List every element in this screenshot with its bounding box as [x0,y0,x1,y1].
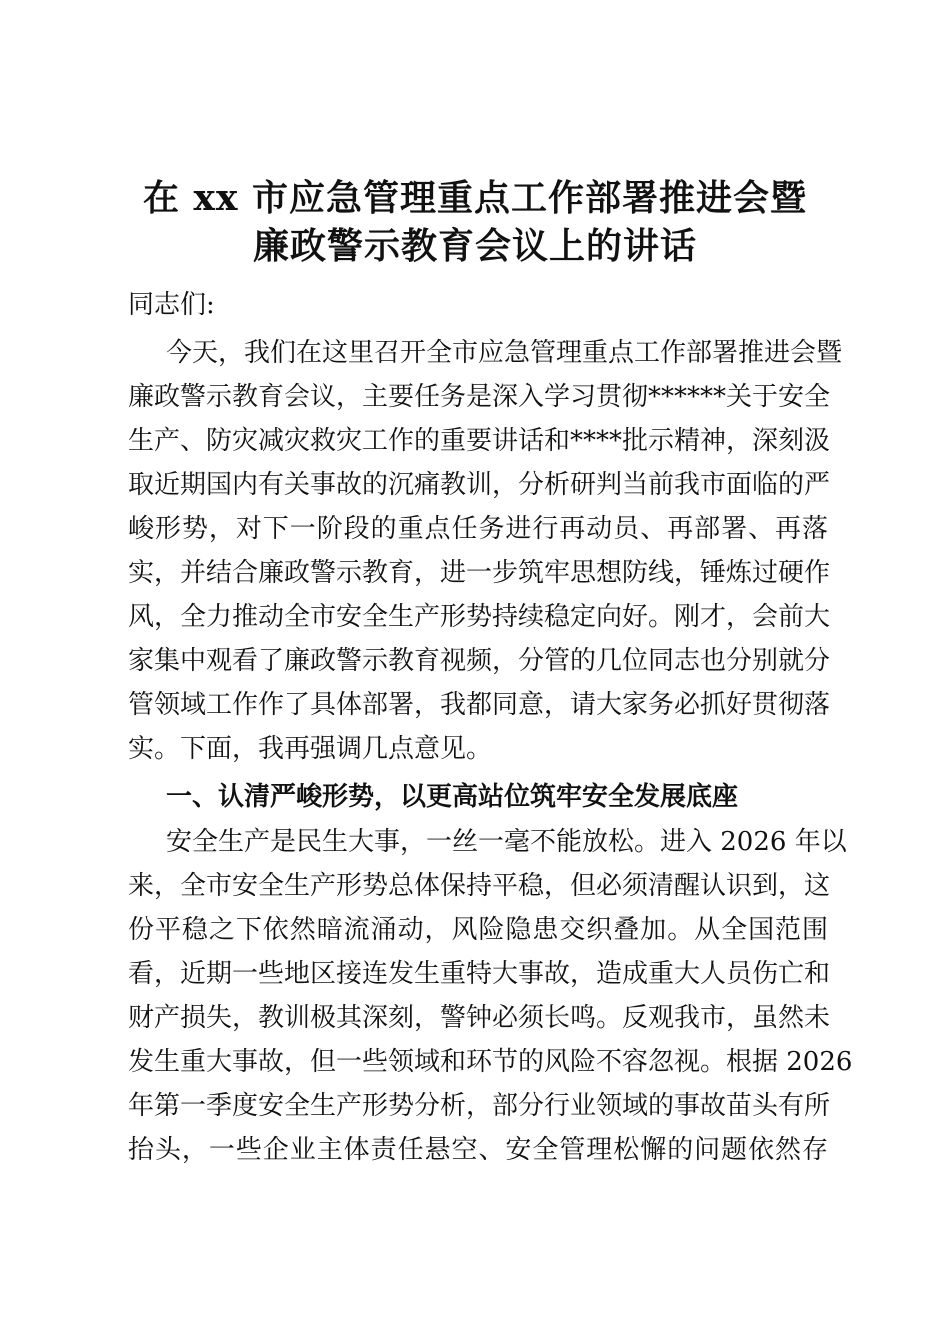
paragraph-1-line-9: 管领域工作作了具体部署，我都同意，请大家务必抓好贯彻落 [128,690,831,720]
paragraph-1-line-8: 家集中观看了廉政警示教育视频，分管的几位同志也分别就分 [128,646,831,676]
paragraph-2-line-6: 发生重大事故，但一些领域和环节的风险不容忽视。根据 2026 [128,1047,853,1077]
paragraph-2-line-7: 年第一季度安全生产形势分析，部分行业领域的事故苗头有所 [128,1091,831,1121]
paragraph-2-line-1: 安全生产是民生大事，一丝一毫不能放松。进入 2026 年以 [166,827,847,857]
document-title-line-2: 廉政警示教育会议上的讲话 [252,225,697,267]
section-1-heading: 一、认清严峻形势，以更高站位筑牢安全发展底座 [166,782,739,812]
paragraph-2-line-5: 财产损失，教训极其深刻，警钟必须长鸣。反观我市，虽然未 [128,1003,831,1033]
paragraph-2-line-4: 看，近期一些地区接连发生重特大事故，造成重大人员伤亡和 [128,959,831,989]
paragraph-1-line-5: 峻形势，对下一阶段的重点任务进行再动员、再部署、再落 [128,514,828,544]
salutation: 同志们: [128,290,215,320]
paragraph-1-line-4: 取近期国内有关事故的沉痛教训，分析研判当前我市面临的严 [128,470,831,500]
paragraph-1-line-10: 实。下面，我再强调几点意见。 [128,734,493,764]
paragraph-1-line-1: 今天，我们在这里召开全市应急管理重点工作部署推进会暨 [166,338,843,368]
paragraph-1-line-2: 廉政警示教育会议，主要任务是深入学习贯彻******关于安全 [128,382,831,412]
paragraph-1-line-3: 生产、防灾减灾救灾工作的重要讲话和****批示精神，深刻汲 [128,426,831,456]
document-title-line-1: 在 xx 市应急管理重点工作部署推进会暨 [143,177,807,219]
paragraph-2-line-8: 抬头，一些企业主体责任悬空、安全管理松懈的问题依然存 [128,1135,828,1165]
paragraph-2-line-3: 份平稳之下依然暗流涌动，风险隐患交织叠加。从全国范围 [128,915,828,945]
paragraph-2-line-2: 来，全市安全生产形势总体保持平稳，但必须清醒认识到，这 [128,871,831,901]
paragraph-1-line-7: 风，全力推动全市安全生产形势持续稳定向好。刚才，会前大 [128,602,831,632]
paragraph-1-line-6: 实，并结合廉政警示教育，进一步筑牢思想防线，锤炼过硬作 [128,558,831,588]
